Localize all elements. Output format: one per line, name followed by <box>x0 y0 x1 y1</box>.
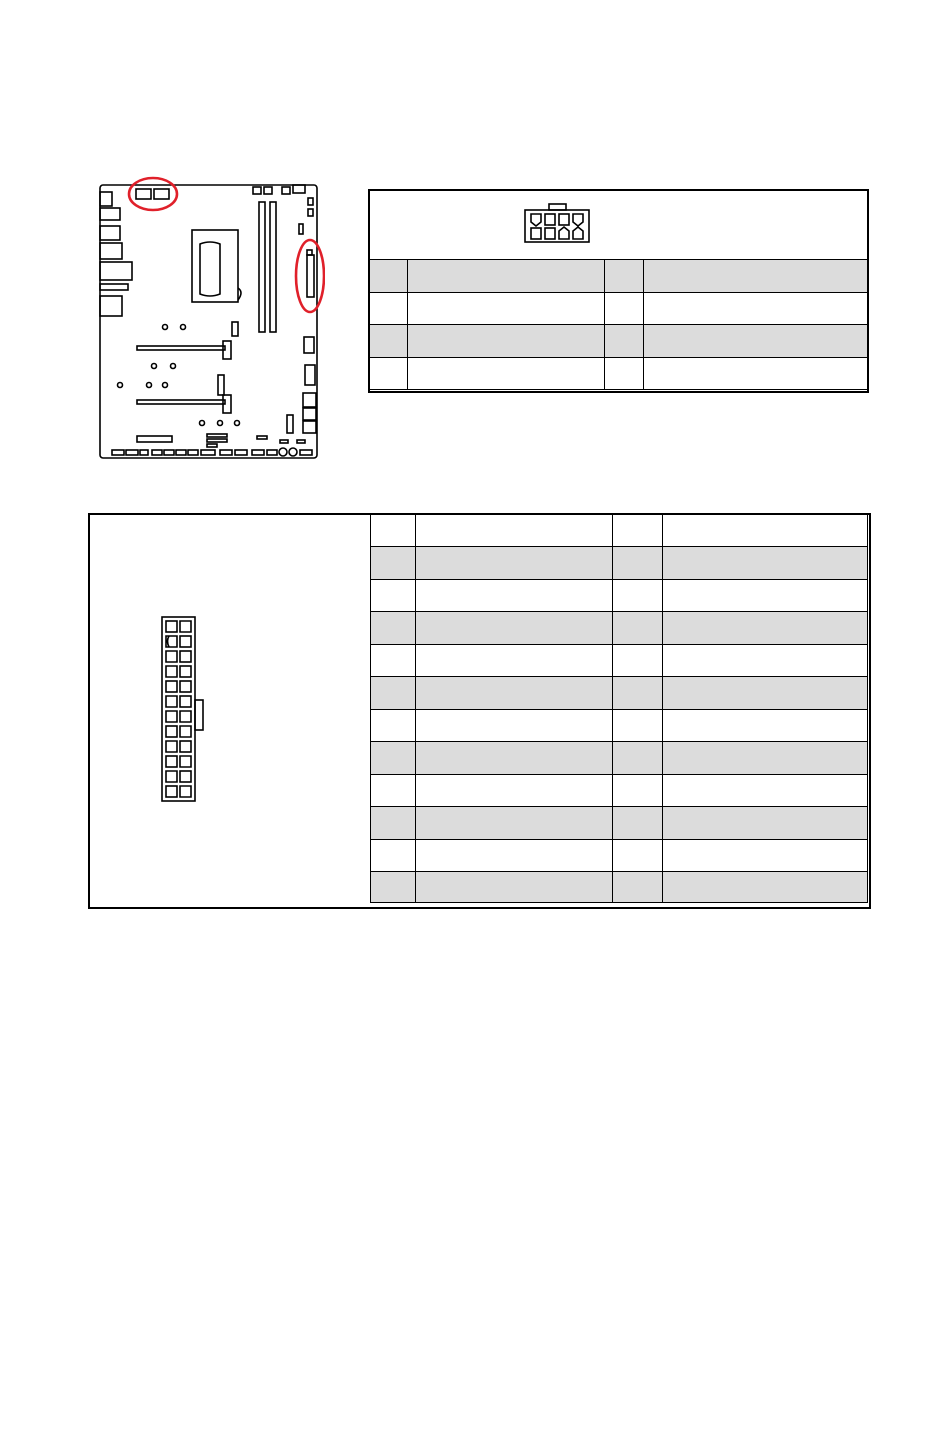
table-row <box>371 547 868 580</box>
table-row <box>371 515 868 547</box>
motherboard-outline <box>95 170 325 465</box>
table-row <box>370 260 868 293</box>
atx-connector-panel <box>90 515 371 903</box>
table-row <box>371 872 868 903</box>
atx-24pin-slot <box>307 255 314 297</box>
board-edge <box>100 185 317 458</box>
table-row <box>371 710 868 742</box>
table-row <box>371 580 868 612</box>
table-row <box>370 358 868 390</box>
24-pin-connector-icon <box>160 615 216 810</box>
table-row <box>371 775 868 807</box>
table-row <box>371 677 868 710</box>
atx-power-pinout-table <box>88 513 871 909</box>
table-row <box>371 840 868 872</box>
table-row <box>370 325 868 358</box>
cpu-power-pinout-table <box>368 189 869 393</box>
atx-power-highlight <box>296 240 324 312</box>
table-row <box>371 645 868 677</box>
cpu-power-header <box>370 191 867 260</box>
table-row <box>370 293 868 325</box>
cpu-power-8pin-a <box>136 189 151 199</box>
table-row <box>371 742 868 775</box>
cpu-power-8pin-b <box>154 189 169 199</box>
table-row <box>371 807 868 840</box>
motherboard-diagram <box>95 170 325 465</box>
table-row <box>371 612 868 645</box>
8-pin-connector-icon <box>522 203 592 250</box>
